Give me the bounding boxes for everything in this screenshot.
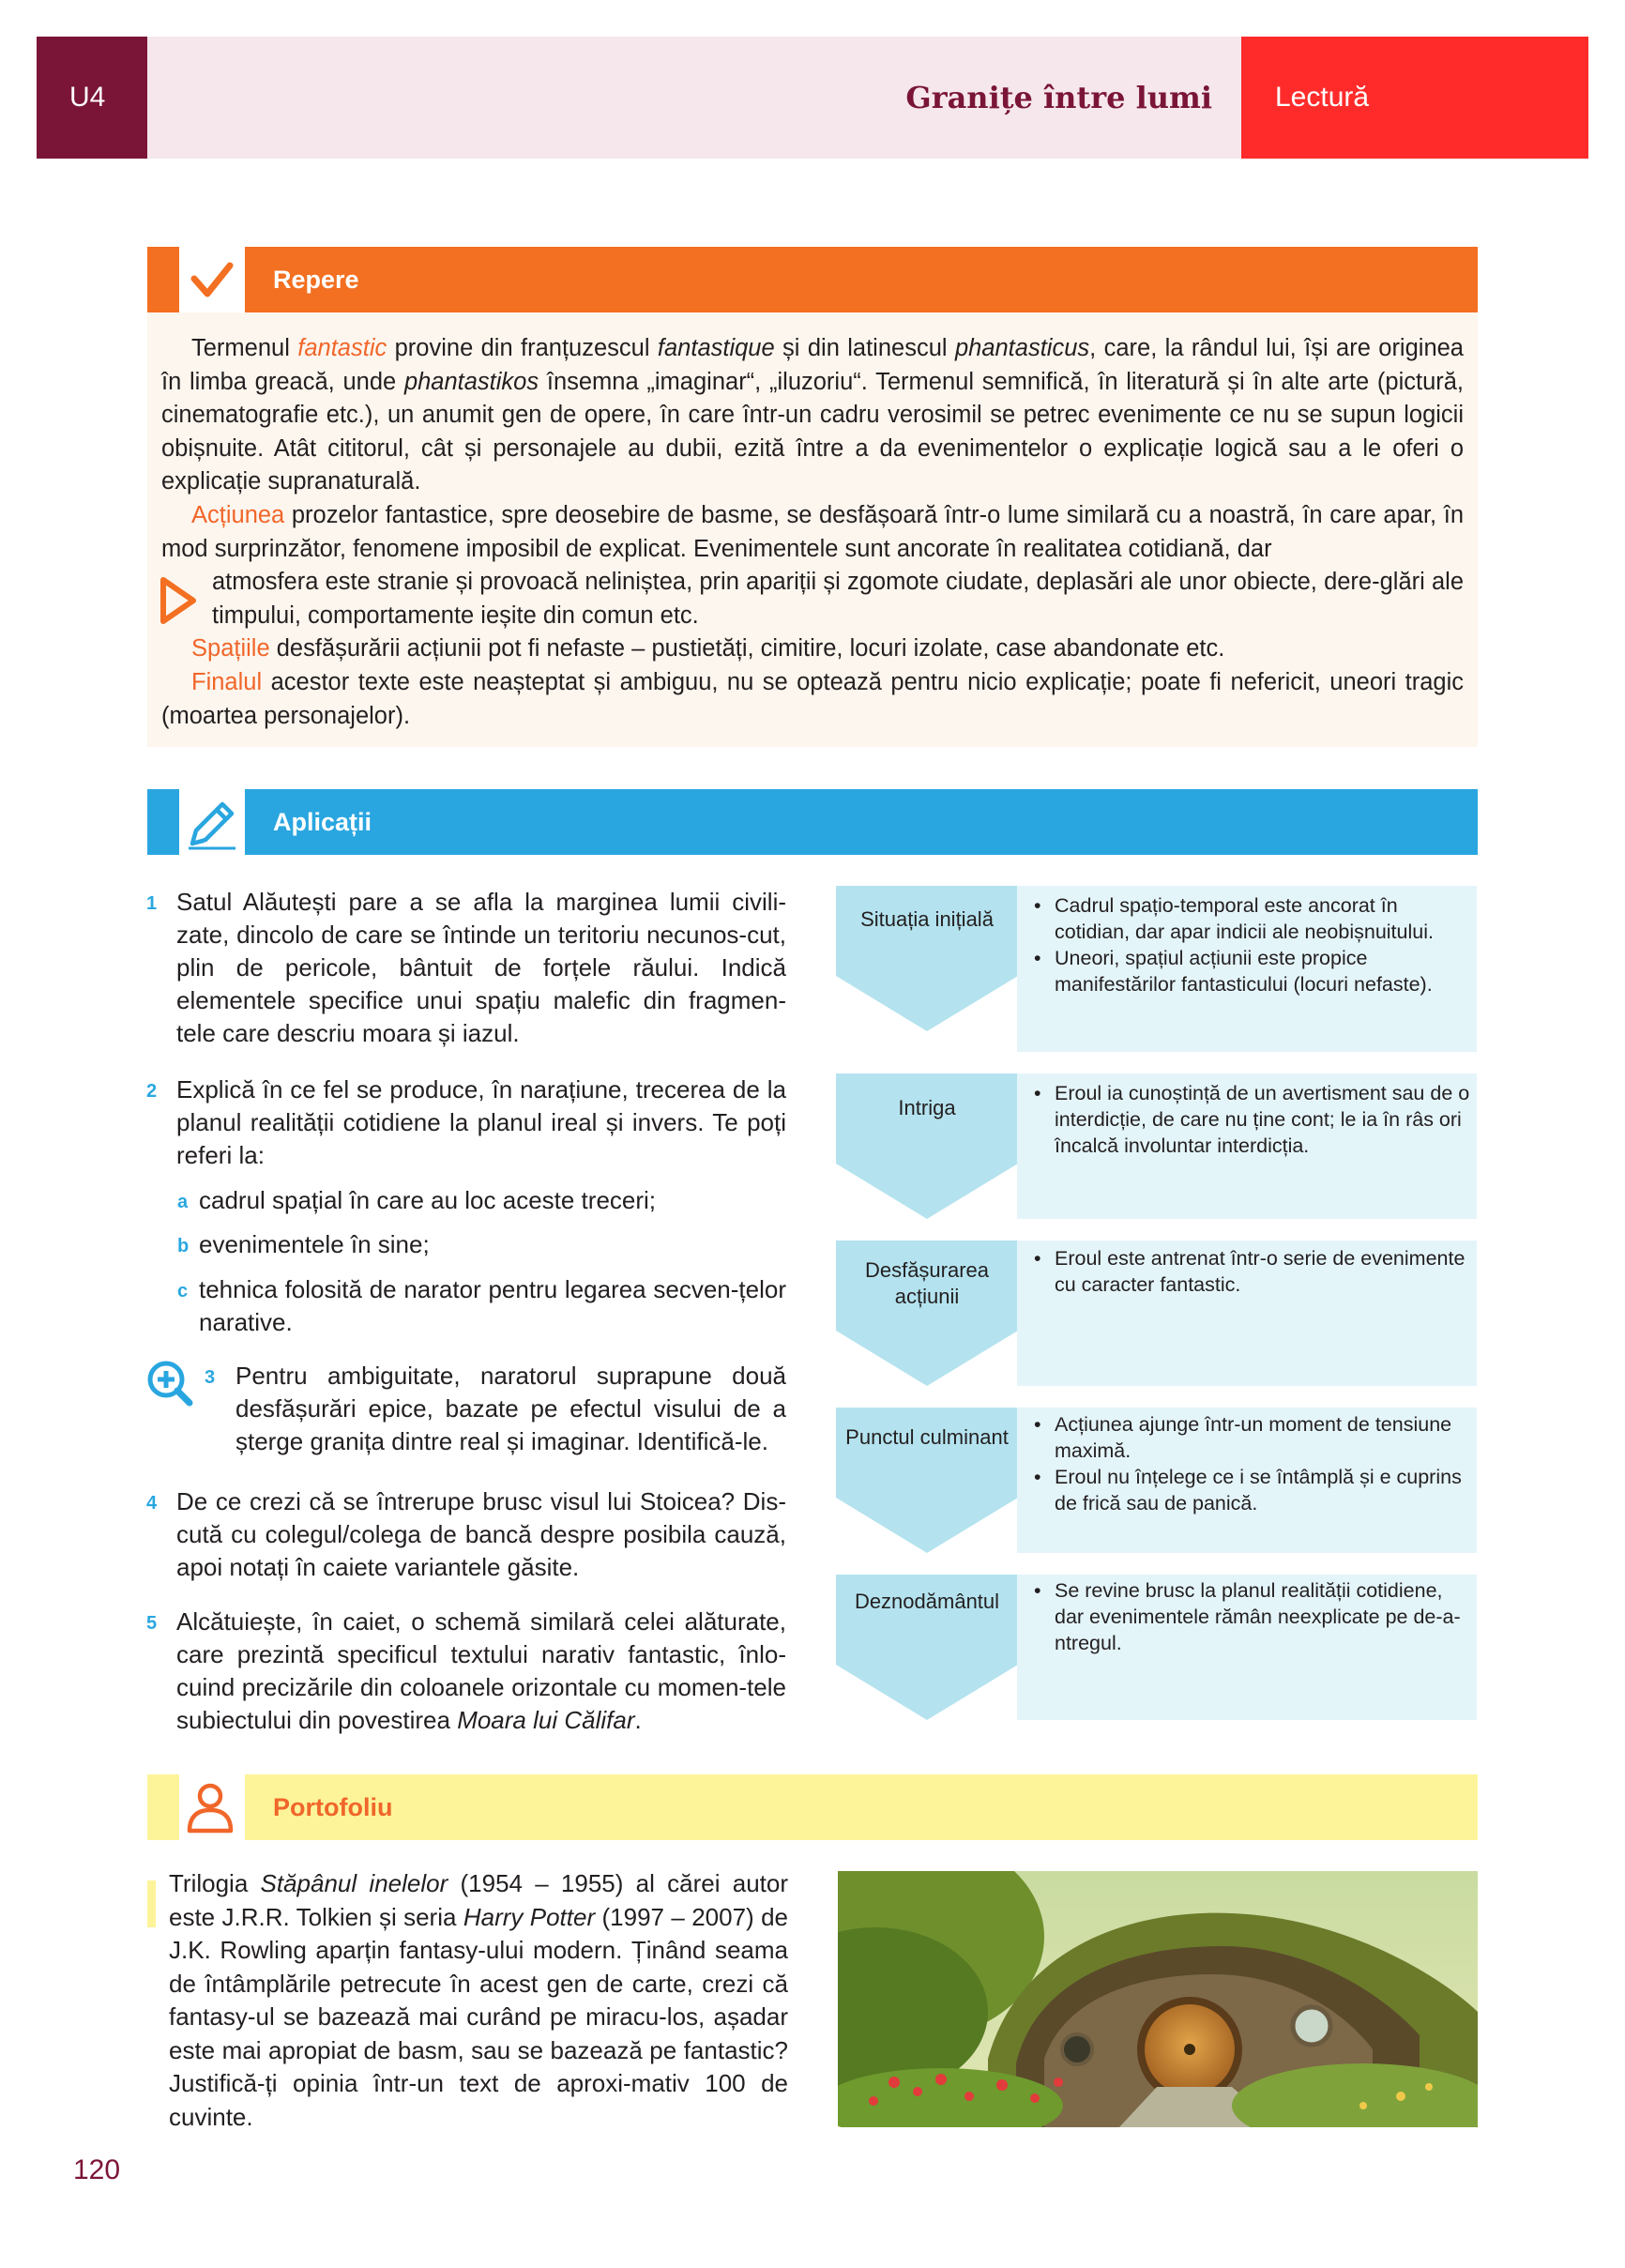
bullet: • Eroul ia cunoștință de un avertisment sau de o interdicție, de care nu ține cont; le ia în râs ori încalcă involuntar interdicția. bbox=[1032, 1080, 1473, 1159]
header-band bbox=[147, 37, 1241, 159]
bullet: • Eroul este antrenat într-o serie de evenimente cu caracter fantastic. bbox=[1032, 1245, 1473, 1298]
pencil-icon bbox=[179, 789, 245, 855]
subquestion-letter: b bbox=[177, 1236, 190, 1256]
repere-paragraph-4: Finalul acestor texte este neașteptat și ambiguu, nu se optează pentru nicio explicație; poate fi nefericit, uneori tragic (moartea personajelor). bbox=[161, 669, 1464, 729]
question-number: 2 bbox=[146, 1081, 158, 1102]
portofoliu-text: Trilogia Stăpânul inelelor (1954 – 1955) al cărei autor este J.R.R. Tolkien și seria Harry Potter (1997 – 2007) de J.K. Rowling aparțin fantasy-ului modern. Ținând seama de întâmplările petrecute în acest gen de carte, crezi că fantasy-ul se bazează mai curând pe miracu-los, așadar este mai apropiat de basm, sau se bazează pe fantastic? Justifică-ți opinia într-un text de aproxi-mativ 100 de cuvinte. bbox=[169, 1869, 788, 2131]
bullet: • Eroul nu înțelege ce i se întâmplă și e cuprins de frică sau de panică. bbox=[1032, 1464, 1473, 1516]
question-3: Pentru ambiguitate, naratorul suprapune două desfășurări epice, bazate pe efectul visului de a șterge granița dintre real și imaginar. Identifică-le. bbox=[235, 1362, 786, 1455]
question-5: Alcătuiește, în caiet, o schemă similară celei alăturate, care prezintă specificul textului narativ fantastic, înlo-cuind precizările din coloanele orizontale cu momen-tele subiectului din povestirea Moara lui Călifar. bbox=[176, 1607, 786, 1734]
diagram-bullets bbox=[1032, 1245, 1473, 1298]
bullet: • Cadrul spațio-temporal este ancorat în cotidian, dar apar indicii ale neobișnuitului. bbox=[1032, 892, 1473, 945]
diagram-label: Punctul culminant bbox=[845, 1425, 1009, 1449]
diagram-label: Situația inițială bbox=[860, 907, 994, 931]
diagram-label: Intriga bbox=[898, 1096, 956, 1119]
diagram-bullets bbox=[1032, 892, 1473, 997]
repere-paragraph-1: Termenul fantastic provine din franțuzescul fantastique și din latinescul phantasticus, care, la rândul lui, își are originea în limba greacă, unde phantastikos însemna „imaginar“, „iluzoriu“. Termenul semnifică, în literatură și în alte arte (pictură, cinematografie etc.), un anumit gen de opere, în care într-un cadru verosimil se petrec evenimente ce nu se supun logicii obișnuite. Atât cititorul, cât și personajele au dubii, ezită între a da evenimentelor o explicație logică sau a le oferi o explicație supranaturală. bbox=[161, 335, 1465, 495]
diagram-label: Desfășurarea acțiunii bbox=[864, 1258, 990, 1308]
aplicatii-title: Aplicații bbox=[245, 789, 1478, 855]
subquestion-letter: c bbox=[177, 1281, 189, 1301]
portofoliu-stripe bbox=[147, 1774, 179, 1840]
subquestion-letter: a bbox=[177, 1192, 189, 1212]
checkmark-icon bbox=[179, 247, 245, 312]
question-2b: evenimentele în sine; bbox=[199, 1230, 430, 1258]
question-number: 1 bbox=[146, 893, 158, 914]
question-number: 5 bbox=[146, 1613, 158, 1634]
question-2c: tehnica folosită de narator pentru legarea secven-țelor narative. bbox=[199, 1275, 786, 1336]
aplicatii-stripe bbox=[147, 789, 179, 855]
bullet: • Acțiunea ajunge într-un moment de tensiune maximă. bbox=[1032, 1411, 1473, 1464]
person-icon bbox=[179, 1774, 245, 1840]
repere-stripe bbox=[147, 247, 179, 312]
repere-title: Repere bbox=[245, 247, 1478, 312]
question-number: 3 bbox=[205, 1367, 216, 1388]
bullet: • Uneori, spațiul acțiunii este propice manifestărilor fantasticului (locuri nefaste). bbox=[1032, 945, 1473, 997]
question-1: Satul Alăutești pare a se afla la marginea lumii civili-zate, dincolo de care se întinde un teritoriu necunos-cut, plin de pericole, bântuit de forțele răului. Indică elementele specifice unui spațiu malefic din fragmen-tele care descriu moara și iazul. bbox=[176, 888, 786, 1047]
repere-paragraph-2b: atmosfera este stranie și provoacă neliniștea, prin apariții și zgomote ciudate, deplasări ale unor obiecte, dere-glări ale timpului, comportamente ieșite din comun etc. bbox=[212, 569, 1464, 629]
section-tab: Lectură bbox=[1241, 37, 1588, 159]
portofoliu-title: Portofoliu bbox=[245, 1774, 1478, 1840]
repere-paragraph-3: Spațiile desfășurării acțiunii pot fi nefaste – pustietăți, cimitire, locuri izolate, case abandonate etc. bbox=[191, 635, 1225, 662]
zoom-plus-icon bbox=[144, 1358, 195, 1408]
play-arrow-icon bbox=[158, 574, 199, 627]
diagram-bullets bbox=[1032, 1411, 1473, 1516]
question-4: De ce crezi că se întrerupe brusc visul lui Stoicea? Dis-cută cu colegul/colega de bancă despre posibila cauză, apoi notați în caiete variantele găsite. bbox=[176, 1487, 786, 1581]
unit-label: U4 bbox=[37, 37, 147, 159]
page-number: 120 bbox=[73, 2154, 121, 2185]
portofoliu-marker bbox=[147, 1880, 156, 1927]
diagram-label: Deznodământul bbox=[854, 1590, 1000, 1613]
diagram-bullets bbox=[1032, 1080, 1473, 1159]
question-2: Explică în ce fel se produce, în narațiune, trecerea de la planul realității cotidiene la planul ireal și invers. Te poți referi la: bbox=[176, 1075, 786, 1169]
hobbit-house-image bbox=[838, 1871, 1478, 2127]
diagram-bullets bbox=[1032, 1577, 1473, 1656]
page-title: Granițe între lumi bbox=[905, 80, 1212, 115]
bullet: • Se revine brusc la planul realității cotidiene, dar evenimentele rămân neexplicate pe de-a-ntregul. bbox=[1032, 1577, 1473, 1656]
repere-paragraph-2a: Acțiunea prozelor fantastice, spre deosebire de basme, se desfășoară într-o lume similară cu a noastră, în care apar, în mod surprinzător, fenomene imposibil de explicat. Evenimentele sunt ancorate în realitatea cotidiană, dar bbox=[161, 502, 1464, 562]
question-2a: cadrul spațial în care au loc aceste treceri; bbox=[199, 1186, 657, 1214]
question-number: 4 bbox=[146, 1493, 158, 1514]
